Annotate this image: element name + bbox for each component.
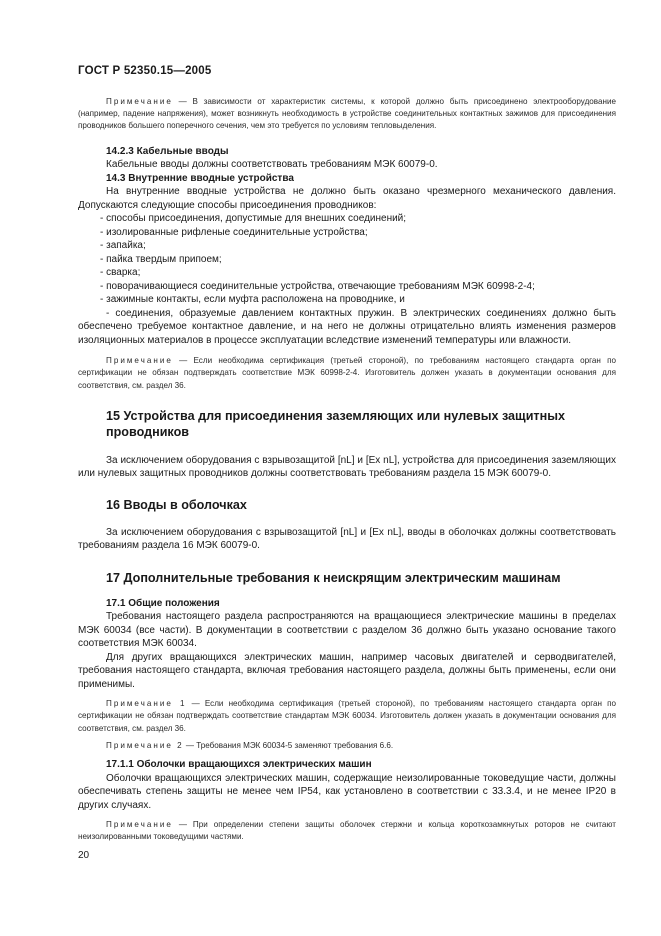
list-item: - сварка; — [100, 267, 141, 279]
subsection-title: 14.3 Внутренние вводные устройства — [106, 172, 294, 184]
note — [78, 740, 616, 752]
note-lead: Примечание 2 — [106, 740, 184, 750]
list-item: - соединения, образуемые давлением контактных пружин. В электрических соединениях должно быть обеспечено требуемое контактное давление, и на него не должны отрицательно влиять изменения размеров изоляционных материалов в процессе эксплуатации вследствие изменений температуры или влажности. — [78, 307, 616, 346]
page-number: 20 — [78, 850, 90, 861]
list-item: - изолированные рифленые соединительные устройства; — [100, 226, 368, 238]
standard-header: ГОСТ Р 52350.15—2005 — [78, 65, 212, 77]
section-title: 15 Устройства для присоединения заземляющих или нулевых защитных проводников — [106, 408, 565, 439]
note — [78, 698, 616, 735]
note — [78, 819, 616, 843]
note-lead: Примечание 1 — [106, 699, 187, 709]
note — [78, 355, 616, 392]
note-text: — При определении степени защиты оболочек стержни и кольца короткозамкнутых роторов не считают неизолированными токоведущими частями. — [78, 820, 617, 842]
subsection-title: 17.1 Общие положения — [106, 597, 220, 609]
paragraph: Кабельные вводы должны соответствовать требованиям МЭК 60079-0. — [106, 159, 438, 171]
note-text: — Требования МЭК 60034-5 заменяют требования 6.6. — [185, 740, 394, 750]
note-lead: Примечание — [106, 97, 173, 106]
section-title: 17 Дополнительные требования к неискрящим электрическим машинам — [106, 570, 561, 585]
page-content — [78, 96, 616, 843]
paragraph: Для других вращающихся электрических машин, например часовых двигателей и серводвигателей, требования настоящего стандарта, включая требования настоящего раздела, должны быть применены, если они применимы. — [78, 651, 616, 690]
paragraph: За исключением оборудования с взрывозащитой [nL] и [Ex nL], вводы в оболочках должны соответствовать требованиям раздела 16 МЭК 60079-0. — [78, 526, 616, 552]
subsection-title: 17.1.1 Оболочки вращающихся электрических машин — [106, 759, 372, 771]
note-text: — Если необходима сертификация (третьей стороной), по требованиям настоящего стандарта орган по сертификации не обязан подтверждать соответствие МЭК 60998-2-4. Изготовитель должен указать в документации основания для соответствия, см. раздел 36. — [78, 356, 617, 390]
note-lead: Примечание — [106, 820, 173, 830]
section-title: 16 Вводы в оболочках — [106, 497, 247, 512]
subsection-title: 14.2.3 Кабельные вводы — [106, 145, 229, 157]
paragraph: Оболочки вращающихся электрических машин, содержащие неизолированные токоведущие части, должны обеспечивать степень защиты не менее чем IP54, как установлено в соответствии с 33.3.4, и не менее IP20 в других случаях. — [78, 772, 616, 811]
list-item: - поворачивающиеся соединительные устройства, отвечающие требованиям МЭК 60998-2-4; — [100, 280, 535, 292]
list-item: - запайка; — [100, 240, 146, 252]
list-item: - способы присоединения, допустимые для внешних соединений; — [100, 213, 407, 225]
paragraph: За исключением оборудования с взрывозащитой [nL] и [Ex nL], устройства для присоединения заземляющих или нулевых защитных проводников должны соответствовать требованиям раздела 15 МЭК 60079-0. — [78, 454, 616, 480]
paragraph: Требования настоящего раздела распространяются на вращающиеся электрические машины в пределах МЭК 60034 (все части). В документации в соответствии с разделом 36 должно быть указано основание такого соответствия МЭК 60034. — [78, 611, 616, 650]
note-text: — Если необходима сертификация (третьей стороной), по требованиям настоящего стандарта орган по сертификации не обязан подтверждать соответствие стандартам МЭК 60034. Изготовитель должен указать в документации основания для соответствия, см. раздел 36. — [78, 699, 616, 733]
paragraph: На внутренние вводные устройства не должно быть оказано чрезмерного механического давления. Допускаются следующие способы присоединения проводников: — [78, 186, 616, 211]
note — [78, 96, 616, 133]
note-text: — В зависимости от характеристик системы, к которой должно быть присоединено электрооборудование (например, падение напряжения), может возникнуть необходимость в устройстве соединительных контактных зажимов для присоединения проводников большего поперечного сечения, чем это требуется по условиям тепловыделения. — [78, 97, 617, 131]
list-item: - зажимные контакты, если муфта расположена на проводнике, и — [100, 294, 405, 306]
note-lead: Примечание — [106, 356, 173, 366]
list-item: - пайка твердым припоем; — [100, 253, 222, 265]
